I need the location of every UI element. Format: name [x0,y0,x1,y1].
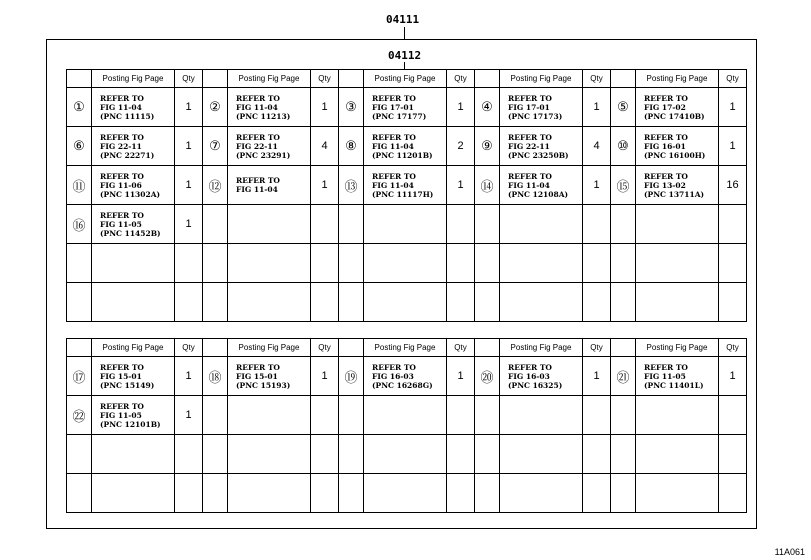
reference-cell: REFER TO FIG 22-11 (PNC 22271) [92,127,175,166]
item-number-cell: ⑥ [67,127,92,166]
header-qty-cell: Qty [175,70,203,88]
table-row [67,396,747,435]
reference-cell [636,474,719,513]
reference-cell: REFER TO FIG 22-11 (PNC 23250B) [500,127,583,166]
item-number-cell: ⑫ [203,166,228,205]
quantity-cell: 1 [311,357,339,396]
quantity-cell [311,435,339,474]
reference-cell: REFER TO FIG 11-05 (PNC 12101B) [92,396,175,435]
reference-cell [500,244,583,283]
reference-cell [92,435,175,474]
reference-cell: REFER TO FIG 15-01 (PNC 15149) [92,357,175,396]
quantity-cell [175,283,203,322]
table-row [67,166,747,205]
item-number-cell: ⑰ [67,357,92,396]
item-number-cell [611,205,636,244]
item-number-cell [475,244,500,283]
item-number-cell [339,435,364,474]
item-number-cell: ① [67,88,92,127]
quantity-cell [583,205,611,244]
header-page-cell: Posting Fig Page [92,70,175,88]
header-page-cell: Posting Fig Page [500,339,583,357]
item-number-cell: ⑬ [339,166,364,205]
header-qty-cell: Qty [447,339,475,357]
reference-cell [636,396,719,435]
quantity-cell: 1 [583,88,611,127]
header-blank-cell [339,70,364,88]
item-number-cell [67,435,92,474]
item-number-cell [339,396,364,435]
header-blank-cell [475,339,500,357]
reference-cell [364,474,447,513]
quantity-cell [583,396,611,435]
parts-reference-table-2 [66,338,747,513]
table-row [67,88,747,127]
assembly-code: 04111 [386,13,420,26]
reference-cell: REFER TO FIG 13-02 (PNC 13711A) [636,166,719,205]
header-blank-cell [611,339,636,357]
table-row [67,435,747,474]
item-number-cell: ⑨ [475,127,500,166]
parts-reference-table-1 [66,69,747,322]
header-qty-cell: Qty [311,70,339,88]
quantity-cell: 4 [311,127,339,166]
reference-cell: REFER TO FIG 16-01 (PNC 16100H) [636,127,719,166]
header-blank-cell [475,70,500,88]
table-row [67,205,747,244]
quantity-cell [719,244,747,283]
reference-cell: REFER TO FIG 16-03 (PNC 16268G) [364,357,447,396]
quantity-cell: 1 [175,396,203,435]
quantity-cell: 4 [583,127,611,166]
reference-cell [228,283,311,322]
item-number-cell [611,283,636,322]
quantity-cell: 1 [719,127,747,166]
quantity-cell [719,283,747,322]
quantity-cell: 1 [719,88,747,127]
quantity-cell: 1 [175,205,203,244]
item-number-cell: ⑱ [203,357,228,396]
quantity-cell: 1 [719,357,747,396]
reference-cell [636,435,719,474]
item-number-cell: ⑧ [339,127,364,166]
header-page-cell: Posting Fig Page [364,339,447,357]
header-qty-cell: Qty [583,70,611,88]
reference-cell [228,205,311,244]
reference-cell [636,205,719,244]
header-qty-cell: Qty [175,339,203,357]
reference-cell: REFER TO FIG 11-04 (PNC 12108A) [500,166,583,205]
item-number-cell: ⑪ [67,166,92,205]
reference-cell: REFER TO FIG 17-01 (PNC 17177) [364,88,447,127]
reference-cell [636,244,719,283]
table-row [67,127,747,166]
reference-cell [228,474,311,513]
quantity-cell [311,283,339,322]
item-number-cell [611,244,636,283]
quantity-cell: 1 [583,357,611,396]
quantity-cell [311,205,339,244]
quantity-cell: 1 [175,357,203,396]
quantity-cell [583,474,611,513]
illustration-id: 11A061 [774,547,805,557]
item-number-cell: ② [203,88,228,127]
item-number-cell [611,396,636,435]
item-number-cell [67,283,92,322]
reference-cell: REFER TO FIG 11-04 (PNC 11213) [228,88,311,127]
quantity-cell [583,435,611,474]
quantity-cell [175,435,203,474]
reference-cell [228,396,311,435]
item-number-cell [339,474,364,513]
quantity-cell [583,244,611,283]
quantity-cell: 1 [311,88,339,127]
quantity-cell: 1 [175,88,203,127]
table-row [67,474,747,513]
quantity-cell: 1 [447,357,475,396]
item-number-cell: ㉑ [611,357,636,396]
reference-cell [500,396,583,435]
reference-cell [92,474,175,513]
quantity-cell [447,283,475,322]
quantity-cell [447,396,475,435]
table-row [67,357,747,396]
item-number-cell [475,205,500,244]
item-number-cell: ⑳ [475,357,500,396]
quantity-cell [447,244,475,283]
quantity-cell: 2 [447,127,475,166]
quantity-cell [583,283,611,322]
quantity-cell: 1 [583,166,611,205]
reference-cell: REFER TO FIG 16-03 (PNC 16325) [500,357,583,396]
header-page-cell: Posting Fig Page [500,70,583,88]
item-number-cell [203,396,228,435]
quantity-cell [447,205,475,244]
quantity-cell: 16 [719,166,747,205]
reference-cell [364,244,447,283]
reference-cell: REFER TO FIG 17-01 (PNC 17173) [500,88,583,127]
reference-cell [364,283,447,322]
item-number-cell [203,435,228,474]
item-number-cell: ⑲ [339,357,364,396]
item-number-cell [67,474,92,513]
header-page-cell: Posting Fig Page [92,339,175,357]
quantity-cell [311,474,339,513]
reference-cell [92,283,175,322]
quantity-cell [447,474,475,513]
quantity-cell [311,244,339,283]
reference-cell [92,244,175,283]
reference-cell: REFER TO FIG 17-02 (PNC 17410B) [636,88,719,127]
quantity-cell: 1 [175,166,203,205]
header-blank-cell [203,70,228,88]
item-number-cell [475,396,500,435]
quantity-cell [719,396,747,435]
item-number-cell [475,435,500,474]
item-number-cell [203,474,228,513]
reference-cell: REFER TO FIG 11-06 (PNC 11302A) [92,166,175,205]
header-qty-cell: Qty [719,70,747,88]
quantity-cell [719,435,747,474]
header-blank-cell [203,339,228,357]
header-page-cell: Posting Fig Page [364,70,447,88]
reference-cell [500,474,583,513]
item-number-cell [339,244,364,283]
quantity-cell [175,244,203,283]
header-page-cell: Posting Fig Page [636,70,719,88]
item-number-cell [339,205,364,244]
reference-cell: REFER TO FIG 11-04 (PNC 11117H) [364,166,447,205]
header-blank-cell [611,70,636,88]
reference-cell: REFER TO FIG 22-11 (PNC 23291) [228,127,311,166]
quantity-cell [311,396,339,435]
header-page-cell: Posting Fig Page [228,70,311,88]
reference-cell [364,205,447,244]
item-number-cell [203,283,228,322]
quantity-cell: 1 [311,166,339,205]
quantity-cell: 1 [175,127,203,166]
item-number-cell [475,474,500,513]
item-number-cell: ⑭ [475,166,500,205]
reference-cell [364,396,447,435]
item-number-cell [67,244,92,283]
item-number-cell: ⑦ [203,127,228,166]
item-number-cell: ㉒ [67,396,92,435]
reference-cell [228,435,311,474]
item-number-cell: ⑮ [611,166,636,205]
item-number-cell: ④ [475,88,500,127]
header-qty-cell: Qty [719,339,747,357]
reference-cell: REFER TO FIG 11-04 (PNC 11201B) [364,127,447,166]
item-number-cell: ⑩ [611,127,636,166]
item-number-cell: ③ [339,88,364,127]
header-blank-cell [67,339,92,357]
item-number-cell: ⑤ [611,88,636,127]
reference-cell: REFER TO FIG 11-04 [228,166,311,205]
item-number-cell [203,205,228,244]
item-number-cell [611,474,636,513]
header-qty-cell: Qty [311,339,339,357]
header-blank-cell [67,70,92,88]
reference-cell [228,244,311,283]
reference-cell: REFER TO FIG 11-05 (PNC 11452B) [92,205,175,244]
table-row [67,283,747,322]
table-row [67,244,747,283]
header-qty-cell: Qty [583,339,611,357]
quantity-cell: 1 [447,88,475,127]
quantity-cell [175,474,203,513]
reference-cell [364,435,447,474]
header-blank-cell [339,339,364,357]
table-header-row [67,70,747,88]
header-qty-cell: Qty [447,70,475,88]
header-page-cell: Posting Fig Page [228,339,311,357]
reference-cell [500,205,583,244]
reference-cell [636,283,719,322]
quantity-cell: 1 [447,166,475,205]
item-number-cell [475,283,500,322]
reference-cell [500,283,583,322]
reference-cell [500,435,583,474]
quantity-cell [447,435,475,474]
header-page-cell: Posting Fig Page [636,339,719,357]
item-number-cell [203,244,228,283]
item-number-cell [611,435,636,474]
item-number-cell [339,283,364,322]
quantity-cell [719,474,747,513]
item-number-cell: ⑯ [67,205,92,244]
reference-cell: REFER TO FIG 11-04 (PNC 11115) [92,88,175,127]
quantity-cell [719,205,747,244]
table-header-row [67,339,747,357]
reference-cell: REFER TO FIG 11-05 (PNC 11401L) [636,357,719,396]
reference-cell: REFER TO FIG 15-01 (PNC 15193) [228,357,311,396]
subassembly-code: 04112 [388,49,422,62]
